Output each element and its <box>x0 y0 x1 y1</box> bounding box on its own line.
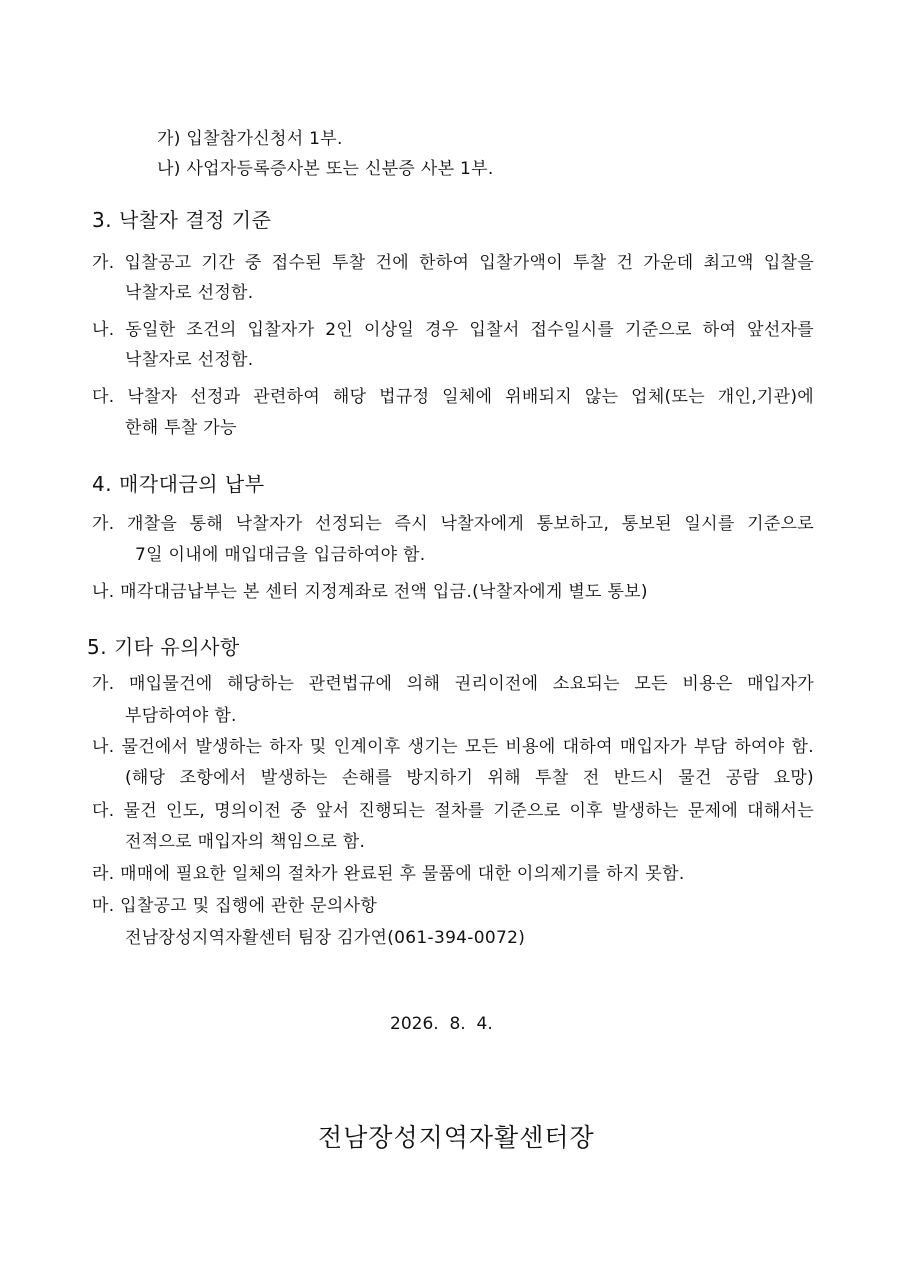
section3-item-b-cont: 낙찰자로 선정함. <box>125 350 254 370</box>
section4-item-b: 나. 매각대금납부는 본 센터 지정계좌로 전액 입금.(낙찰자에게 별도 통보) <box>92 582 648 602</box>
section3-item-a: 가. 입찰공고 기간 중 접수된 투찰 건에 한하여 입찰가액이 투찰 건 가운데 최고액 입찰을 <box>92 253 814 273</box>
attachment-item-2: 나) 사업자등록증사본 또는 신분증 사본 1부. <box>157 159 494 179</box>
section5-item-d: 라. 매매에 필요한 일체의 절차가 완료된 후 물품에 대한 이의제기를 하지 못함. <box>92 864 685 884</box>
section5-item-a: 가. 매입물건에 해당하는 관련법규에 의해 권리이전에 소요되는 모든 비용은 매입자가 <box>92 674 814 694</box>
section5-item-c: 다. 물건 인도, 명의이전 중 앞서 진행되는 절차를 기준으로 이후 발생하는 문제에 대해서는 <box>92 801 814 821</box>
section4-item-a-cont: 7일 이내에 매입대금을 입금하여야 함. <box>135 545 426 565</box>
section5-item-e: 마. 입찰공고 및 집행에 관한 문의사항 <box>92 896 378 916</box>
attachment-item-1: 가) 입찰참가신청서 1부. <box>157 129 343 149</box>
section5-item-a-cont: 부담하여야 함. <box>125 706 237 726</box>
section5-item-b: 나. 물건에서 발생하는 하자 및 인계이후 생기는 모든 비용에 대하여 매입자가 부담 하여야 함. <box>92 737 814 757</box>
section3-item-c-cont: 한해 투찰 가능 <box>125 418 237 438</box>
section3-item-b: 나. 동일한 조건의 입찰자가 2인 이상일 경우 입찰서 접수일시를 기준으로 하여 앞선자를 <box>92 320 814 340</box>
section4-heading: 4. 매각대금의 납부 <box>92 472 265 496</box>
section5-heading: 5. 기타 유의사항 <box>87 635 240 659</box>
issuer-signature: 전남장성지역자활센터장 <box>318 1123 595 1152</box>
section4-item-a: 가. 개찰을 통해 낙찰자가 선정되는 즉시 낙찰자에게 통보하고, 통보된 일시를 기준으로 <box>92 514 814 534</box>
document-date: 2026. 8. 4. <box>390 1014 493 1034</box>
section3-heading: 3. 낙찰자 결정 기준 <box>92 208 272 232</box>
section5-item-e-contact: 전남장성지역자활센터 팀장 김가연(061-394-0072) <box>125 928 526 948</box>
section3-item-c: 다. 낙찰자 선정과 관련하여 해당 법규정 일체에 위배되지 않는 업체(또는 개인,기관)에 <box>92 387 814 407</box>
section3-item-a-cont: 낙찰자로 선정함. <box>125 283 254 303</box>
section5-item-c-cont: 전적으로 매입자의 책임으로 함. <box>125 832 366 852</box>
section5-item-b-cont: (해당 조항에서 발생하는 손해를 방지하기 위해 투찰 전 반드시 물건 공람 요망) <box>125 768 814 788</box>
